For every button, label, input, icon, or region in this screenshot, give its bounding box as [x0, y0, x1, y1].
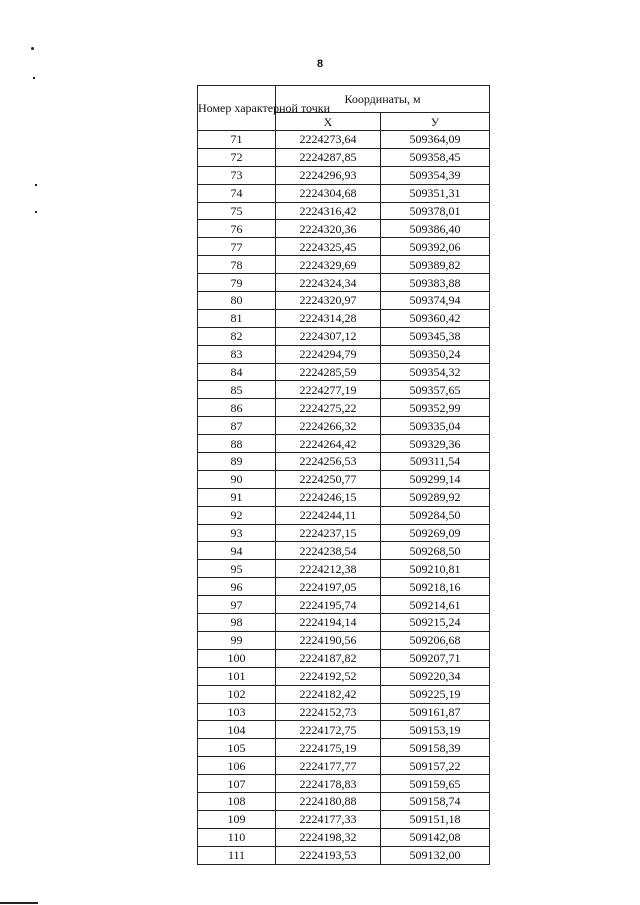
- cell-y: 509218,16: [381, 578, 490, 596]
- cell-x: 2224175,19: [276, 739, 381, 757]
- cell-y: 509207,71: [381, 649, 490, 667]
- cell-y: 509357,65: [381, 381, 490, 399]
- table-row: [198, 506, 490, 524]
- scan-speck: [31, 47, 34, 50]
- cell-y: 509151,18: [381, 810, 490, 828]
- cell-x: 2224296,93: [276, 166, 381, 184]
- cell-point-number: 100: [198, 649, 276, 667]
- cell-point-number: 88: [198, 435, 276, 453]
- header-y: У: [381, 113, 490, 131]
- cell-y: 509215,24: [381, 614, 490, 632]
- cell-x: 2224195,74: [276, 596, 381, 614]
- table-row: [198, 739, 490, 757]
- cell-point-number: 108: [198, 792, 276, 810]
- table-row: [198, 453, 490, 471]
- cell-point-number: 107: [198, 775, 276, 793]
- cell-x: 2224324,34: [276, 274, 381, 292]
- table-row: [198, 703, 490, 721]
- cell-point-number: 94: [198, 542, 276, 560]
- cell-y: 509350,24: [381, 345, 490, 363]
- cell-y: 509335,04: [381, 417, 490, 435]
- cell-point-number: 74: [198, 184, 276, 202]
- cell-x: 2224320,36: [276, 220, 381, 238]
- cell-x: 2224212,38: [276, 560, 381, 578]
- cell-y: 509161,87: [381, 703, 490, 721]
- cell-y: 509269,09: [381, 524, 490, 542]
- cell-x: 2224275,22: [276, 399, 381, 417]
- cell-point-number: 93: [198, 524, 276, 542]
- cell-x: 2224256,53: [276, 453, 381, 471]
- cell-x: 2224314,28: [276, 309, 381, 327]
- table-row: [198, 148, 490, 166]
- table-row: [198, 578, 490, 596]
- cell-x: 2224177,77: [276, 757, 381, 775]
- cell-x: 2224304,68: [276, 184, 381, 202]
- table-row: [198, 631, 490, 649]
- cell-y: 509329,36: [381, 435, 490, 453]
- cell-x: 2224264,42: [276, 435, 381, 453]
- table-row: [198, 757, 490, 775]
- table-row: [198, 435, 490, 453]
- cell-y: 509352,99: [381, 399, 490, 417]
- cell-x: 2224180,88: [276, 792, 381, 810]
- cell-y: 509284,50: [381, 506, 490, 524]
- cell-y: 509268,50: [381, 542, 490, 560]
- scan-speck: [35, 184, 37, 186]
- cell-x: 2224177,33: [276, 810, 381, 828]
- cell-x: 2224250,77: [276, 470, 381, 488]
- cell-point-number: 87: [198, 417, 276, 435]
- cell-x: 2224194,14: [276, 614, 381, 632]
- cell-x: 2224172,75: [276, 721, 381, 739]
- cell-point-number: 102: [198, 685, 276, 703]
- cell-x: 2224178,83: [276, 775, 381, 793]
- cell-y: 509159,65: [381, 775, 490, 793]
- scan-speck: [33, 77, 35, 79]
- table-body: [198, 131, 490, 865]
- table-row: [198, 810, 490, 828]
- cell-y: 509206,68: [381, 631, 490, 649]
- cell-point-number: 89: [198, 453, 276, 471]
- table-row: [198, 828, 490, 846]
- cell-x: 2224192,52: [276, 667, 381, 685]
- cell-y: 509383,88: [381, 274, 490, 292]
- cell-point-number: 99: [198, 631, 276, 649]
- cell-point-number: 82: [198, 327, 276, 345]
- cell-x: 2224320,97: [276, 292, 381, 310]
- table-row: [198, 524, 490, 542]
- table-row: [198, 649, 490, 667]
- cell-y: 509354,32: [381, 363, 490, 381]
- cell-x: 2224273,64: [276, 131, 381, 149]
- cell-x: 2224246,15: [276, 488, 381, 506]
- cell-x: 2224285,59: [276, 363, 381, 381]
- cell-point-number: 104: [198, 721, 276, 739]
- cell-x: 2224325,45: [276, 238, 381, 256]
- cell-point-number: 90: [198, 470, 276, 488]
- cell-y: 509132,00: [381, 846, 490, 864]
- cell-y: 509378,01: [381, 202, 490, 220]
- table-row: [198, 721, 490, 739]
- cell-point-number: 103: [198, 703, 276, 721]
- scan-edge-line: [0, 902, 38, 904]
- table-row: [198, 381, 490, 399]
- cell-point-number: 72: [198, 148, 276, 166]
- table-row: [198, 685, 490, 703]
- cell-x: 2224307,12: [276, 327, 381, 345]
- cell-x: 2224182,42: [276, 685, 381, 703]
- table-row: [198, 363, 490, 381]
- cell-point-number: 76: [198, 220, 276, 238]
- table-row: [198, 202, 490, 220]
- table-row: [198, 292, 490, 310]
- cell-x: 2224197,05: [276, 578, 381, 596]
- table-row: [198, 184, 490, 202]
- table-header: [198, 86, 490, 131]
- cell-y: 509210,81: [381, 560, 490, 578]
- cell-point-number: 84: [198, 363, 276, 381]
- cell-point-number: 91: [198, 488, 276, 506]
- cell-y: 509345,38: [381, 327, 490, 345]
- cell-x: 2224244,11: [276, 506, 381, 524]
- cell-x: 2224187,82: [276, 649, 381, 667]
- cell-y: 509351,31: [381, 184, 490, 202]
- cell-point-number: 81: [198, 309, 276, 327]
- cell-point-number: 106: [198, 757, 276, 775]
- cell-x: 2224277,19: [276, 381, 381, 399]
- table-row: [198, 470, 490, 488]
- cell-point-number: 79: [198, 274, 276, 292]
- table-row: [198, 417, 490, 435]
- cell-x: 2224329,69: [276, 256, 381, 274]
- cell-point-number: 92: [198, 506, 276, 524]
- table-row: [198, 345, 490, 363]
- cell-y: 509157,22: [381, 757, 490, 775]
- cell-y: 509220,34: [381, 667, 490, 685]
- table-row: [198, 542, 490, 560]
- cell-y: 509360,42: [381, 309, 490, 327]
- cell-point-number: 71: [198, 131, 276, 149]
- cell-y: 509392,06: [381, 238, 490, 256]
- table-row: [198, 274, 490, 292]
- cell-x: 2224193,53: [276, 846, 381, 864]
- table-row: [198, 596, 490, 614]
- table-row: [198, 327, 490, 345]
- coordinates-table: [197, 85, 490, 865]
- cell-y: 509364,09: [381, 131, 490, 149]
- cell-point-number: 75: [198, 202, 276, 220]
- cell-point-number: 95: [198, 560, 276, 578]
- cell-y: 509158,39: [381, 739, 490, 757]
- cell-x: 2224238,54: [276, 542, 381, 560]
- table-row: [198, 131, 490, 149]
- cell-y: 509153,19: [381, 721, 490, 739]
- cell-point-number: 78: [198, 256, 276, 274]
- cell-y: 509374,94: [381, 292, 490, 310]
- table-row: [198, 256, 490, 274]
- cell-x: 2224266,32: [276, 417, 381, 435]
- table-row: [198, 667, 490, 685]
- cell-y: 509214,61: [381, 596, 490, 614]
- cell-y: 509389,82: [381, 256, 490, 274]
- cell-y: 509354,39: [381, 166, 490, 184]
- cell-point-number: 97: [198, 596, 276, 614]
- table-row: [198, 846, 490, 864]
- cell-y: 509386,40: [381, 220, 490, 238]
- cell-point-number: 85: [198, 381, 276, 399]
- cell-x: 2224316,42: [276, 202, 381, 220]
- header-coordinates: Координаты, м: [276, 86, 490, 113]
- header-point-number: Номер характерной точки: [198, 86, 276, 131]
- cell-point-number: 111: [198, 846, 276, 864]
- cell-y: 509358,45: [381, 148, 490, 166]
- table-row: [198, 488, 490, 506]
- cell-x: 2224294,79: [276, 345, 381, 363]
- cell-x: 2224190,56: [276, 631, 381, 649]
- cell-y: 509311,54: [381, 453, 490, 471]
- table-row: [198, 399, 490, 417]
- cell-y: 509158,74: [381, 792, 490, 810]
- cell-point-number: 80: [198, 292, 276, 310]
- cell-y: 509299,14: [381, 470, 490, 488]
- cell-x: 2224152,73: [276, 703, 381, 721]
- cell-point-number: 83: [198, 345, 276, 363]
- cell-point-number: 96: [198, 578, 276, 596]
- table-row: [198, 238, 490, 256]
- cell-point-number: 101: [198, 667, 276, 685]
- cell-x: 2224287,85: [276, 148, 381, 166]
- table-row: [198, 220, 490, 238]
- table-row: [198, 166, 490, 184]
- table-row: [198, 560, 490, 578]
- cell-point-number: 109: [198, 810, 276, 828]
- table-row: [198, 775, 490, 793]
- cell-point-number: 73: [198, 166, 276, 184]
- cell-point-number: 110: [198, 828, 276, 846]
- table-row: [198, 309, 490, 327]
- cell-point-number: 86: [198, 399, 276, 417]
- cell-y: 509225,19: [381, 685, 490, 703]
- table-row: [198, 792, 490, 810]
- scan-speck: [35, 211, 37, 213]
- cell-x: 2224198,32: [276, 828, 381, 846]
- header-x: X: [276, 113, 381, 131]
- cell-x: 2224237,15: [276, 524, 381, 542]
- table-row: [198, 614, 490, 632]
- cell-point-number: 105: [198, 739, 276, 757]
- cell-point-number: 77: [198, 238, 276, 256]
- cell-y: 509289,92: [381, 488, 490, 506]
- cell-point-number: 98: [198, 614, 276, 632]
- cell-y: 509142,08: [381, 828, 490, 846]
- page-number: 8: [316, 58, 324, 70]
